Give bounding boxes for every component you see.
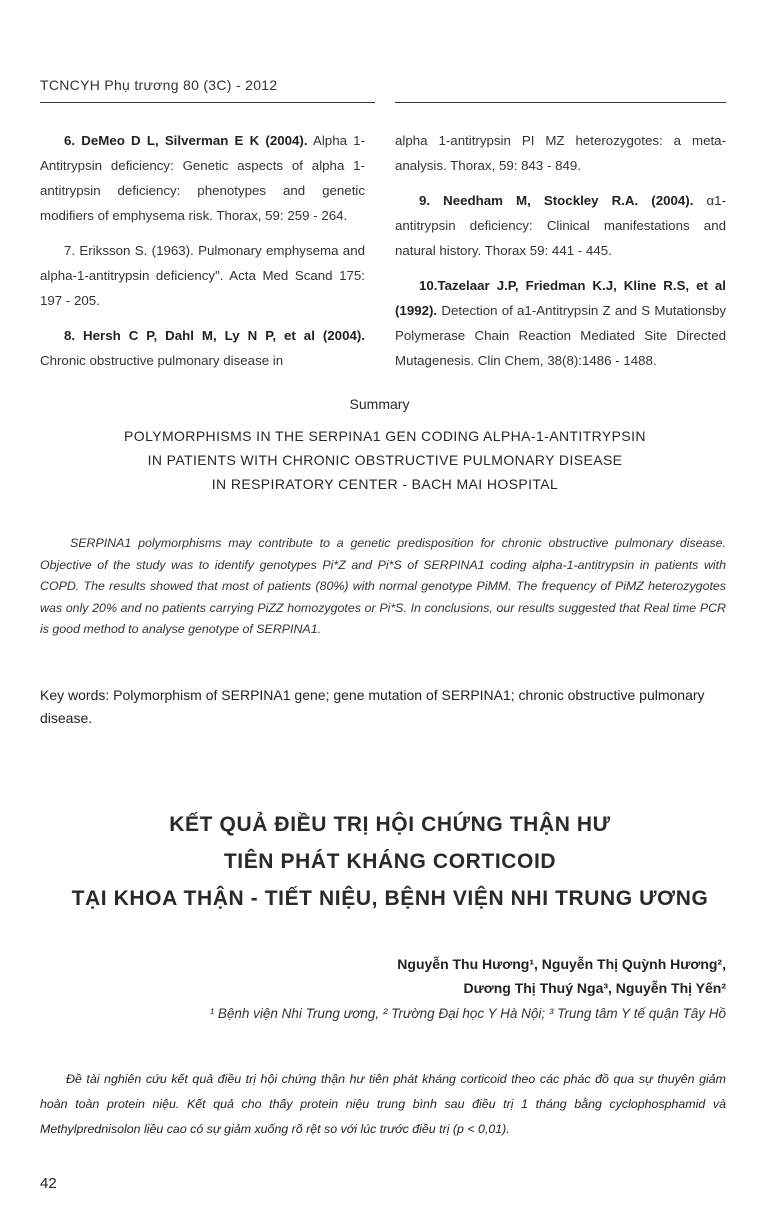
english-title [60, 424, 710, 496]
article-title-line-2: TIÊN PHÁT KHÁNG CORTICOID [223, 850, 557, 873]
affiliations: ¹ Bệnh viện Nhi Trung ương, ² Trường Đại học Y Hà Nội; ³ Trung tâm Y tế quận Tây Hồ [209, 1006, 726, 1021]
article-title [60, 806, 720, 917]
english-title-line-2: IN PATIENTS WITH CHRONIC OBSTRUCTIVE PULMONARY DISEASE [147, 452, 623, 468]
vietnamese-abstract: Đề tài nghiên cứu kết quả điều trị hội chứng thận hư tiên phát kháng corticoid theo các phác đồ qua sự thuyên giảm hoàn toàn protein niệu. Kết quả cho thấy protein niệu trung bình sau điều trị 1 tháng bằng cyclophosphamid và Methylprednisolon liều cao có sự giảm xuống rõ rệt so với lúc trước điều trị (p < 0,01). [40, 1072, 726, 1136]
reference-8: 8. Hersh C P, Dahl M, Ly N P, et al (2004). Chronic obstructive pulmonary disease in [40, 328, 365, 368]
summary-label: Summary [349, 396, 410, 412]
article-title-line-1: KẾT QUẢ ĐIỀU TRỊ HỘI CHỨNG THẬN HƯ [169, 813, 611, 836]
authors-line-1: Nguyễn Thu Hương¹, Nguyễn Thị Quỳnh Hương², [397, 956, 726, 972]
references-left-column [40, 128, 365, 383]
article-title-line-3: TẠI KHOA THẬN - TIẾT NIỆU, BỆNH VIỆN NHI TRUNG ƯƠNG [71, 887, 709, 910]
reference-7: 7. Eriksson S. (1963). Pulmonary emphysema and alpha-1-antitrypsin deficiency". Acta Med Scand 175: 197 - 205. [40, 243, 365, 308]
references-right-column [395, 128, 726, 383]
authors-line-2: Dương Thị Thuý Nga³, Nguyễn Thị Yến² [463, 980, 726, 996]
keywords [40, 684, 726, 730]
english-abstract: SERPINA1 polymorphisms may contribute to a genetic predisposition for chronic obstructive pulmonary disease. Objective of the study was to identify genotypes Pi*Z and Pi*S of SERPINA1 coding alpha-1-antitrypsin in patients with COPD. The results showed that most of patients (80%) with normal genotype PiMM. The frequency of PiMZ heterozygotes was only 20% and no patients carrying PiZZ homozygotes or Pi*S. In conclusions, our results suggested that Real time PCR is good method to analyse genotype of SERPINA1. [40, 536, 726, 636]
reference-6: 6. DeMeo D L, Silverman E K (2004). Alpha 1-Antitrypsin deficiency: Genetic aspects of alpha 1- antitrypsin deficiency: phenotypes and genetic modifiers of emphysema risk. Thorax, 59: 259 - 264. [40, 133, 365, 223]
reference-10: 10.Tazelaar J.P, Friedman K.J, Kline R.S, et al (1992). Detection of a1-Antitrypsin Z and S Mutationsby Polymerase Chain Reaction Mediated Site Directed Mutagenesis. Clin Chem, 38(8):1486 - 1488. [395, 278, 727, 368]
keywords-text: Polymorphism of SERPINA1 gene; gene mutation of SERPINA1; chronic obstructive pulmonary disease. [40, 687, 705, 726]
running-header: TCNCYH Phụ trương 80 (3C) - 2012 [40, 77, 278, 93]
reference-9: 9. Needham M, Stockley R.A. (2004). α1-antitrypsin deficiency: Clinical manifestations and natural history. Thorax 59: 441 - 445. [395, 193, 726, 258]
authors [397, 952, 726, 1000]
keywords-label: Key words: [40, 687, 110, 703]
reference-8-continued: alpha 1-antitrypsin PI MZ heterozygotes: a meta-analysis. Thorax, 59: 843 - 849. [395, 133, 726, 173]
header-rule-left [40, 102, 375, 103]
english-title-line-1: POLYMORPHISMS IN THE SERPINA1 GEN CODING ALPHA-1-ANTITRYPSIN [124, 428, 646, 444]
header-rule-right [395, 102, 726, 103]
english-title-line-3: IN RESPIRATORY CENTER - BACH MAI HOSPITAL [211, 476, 559, 492]
page-number: 42 [40, 1175, 57, 1192]
